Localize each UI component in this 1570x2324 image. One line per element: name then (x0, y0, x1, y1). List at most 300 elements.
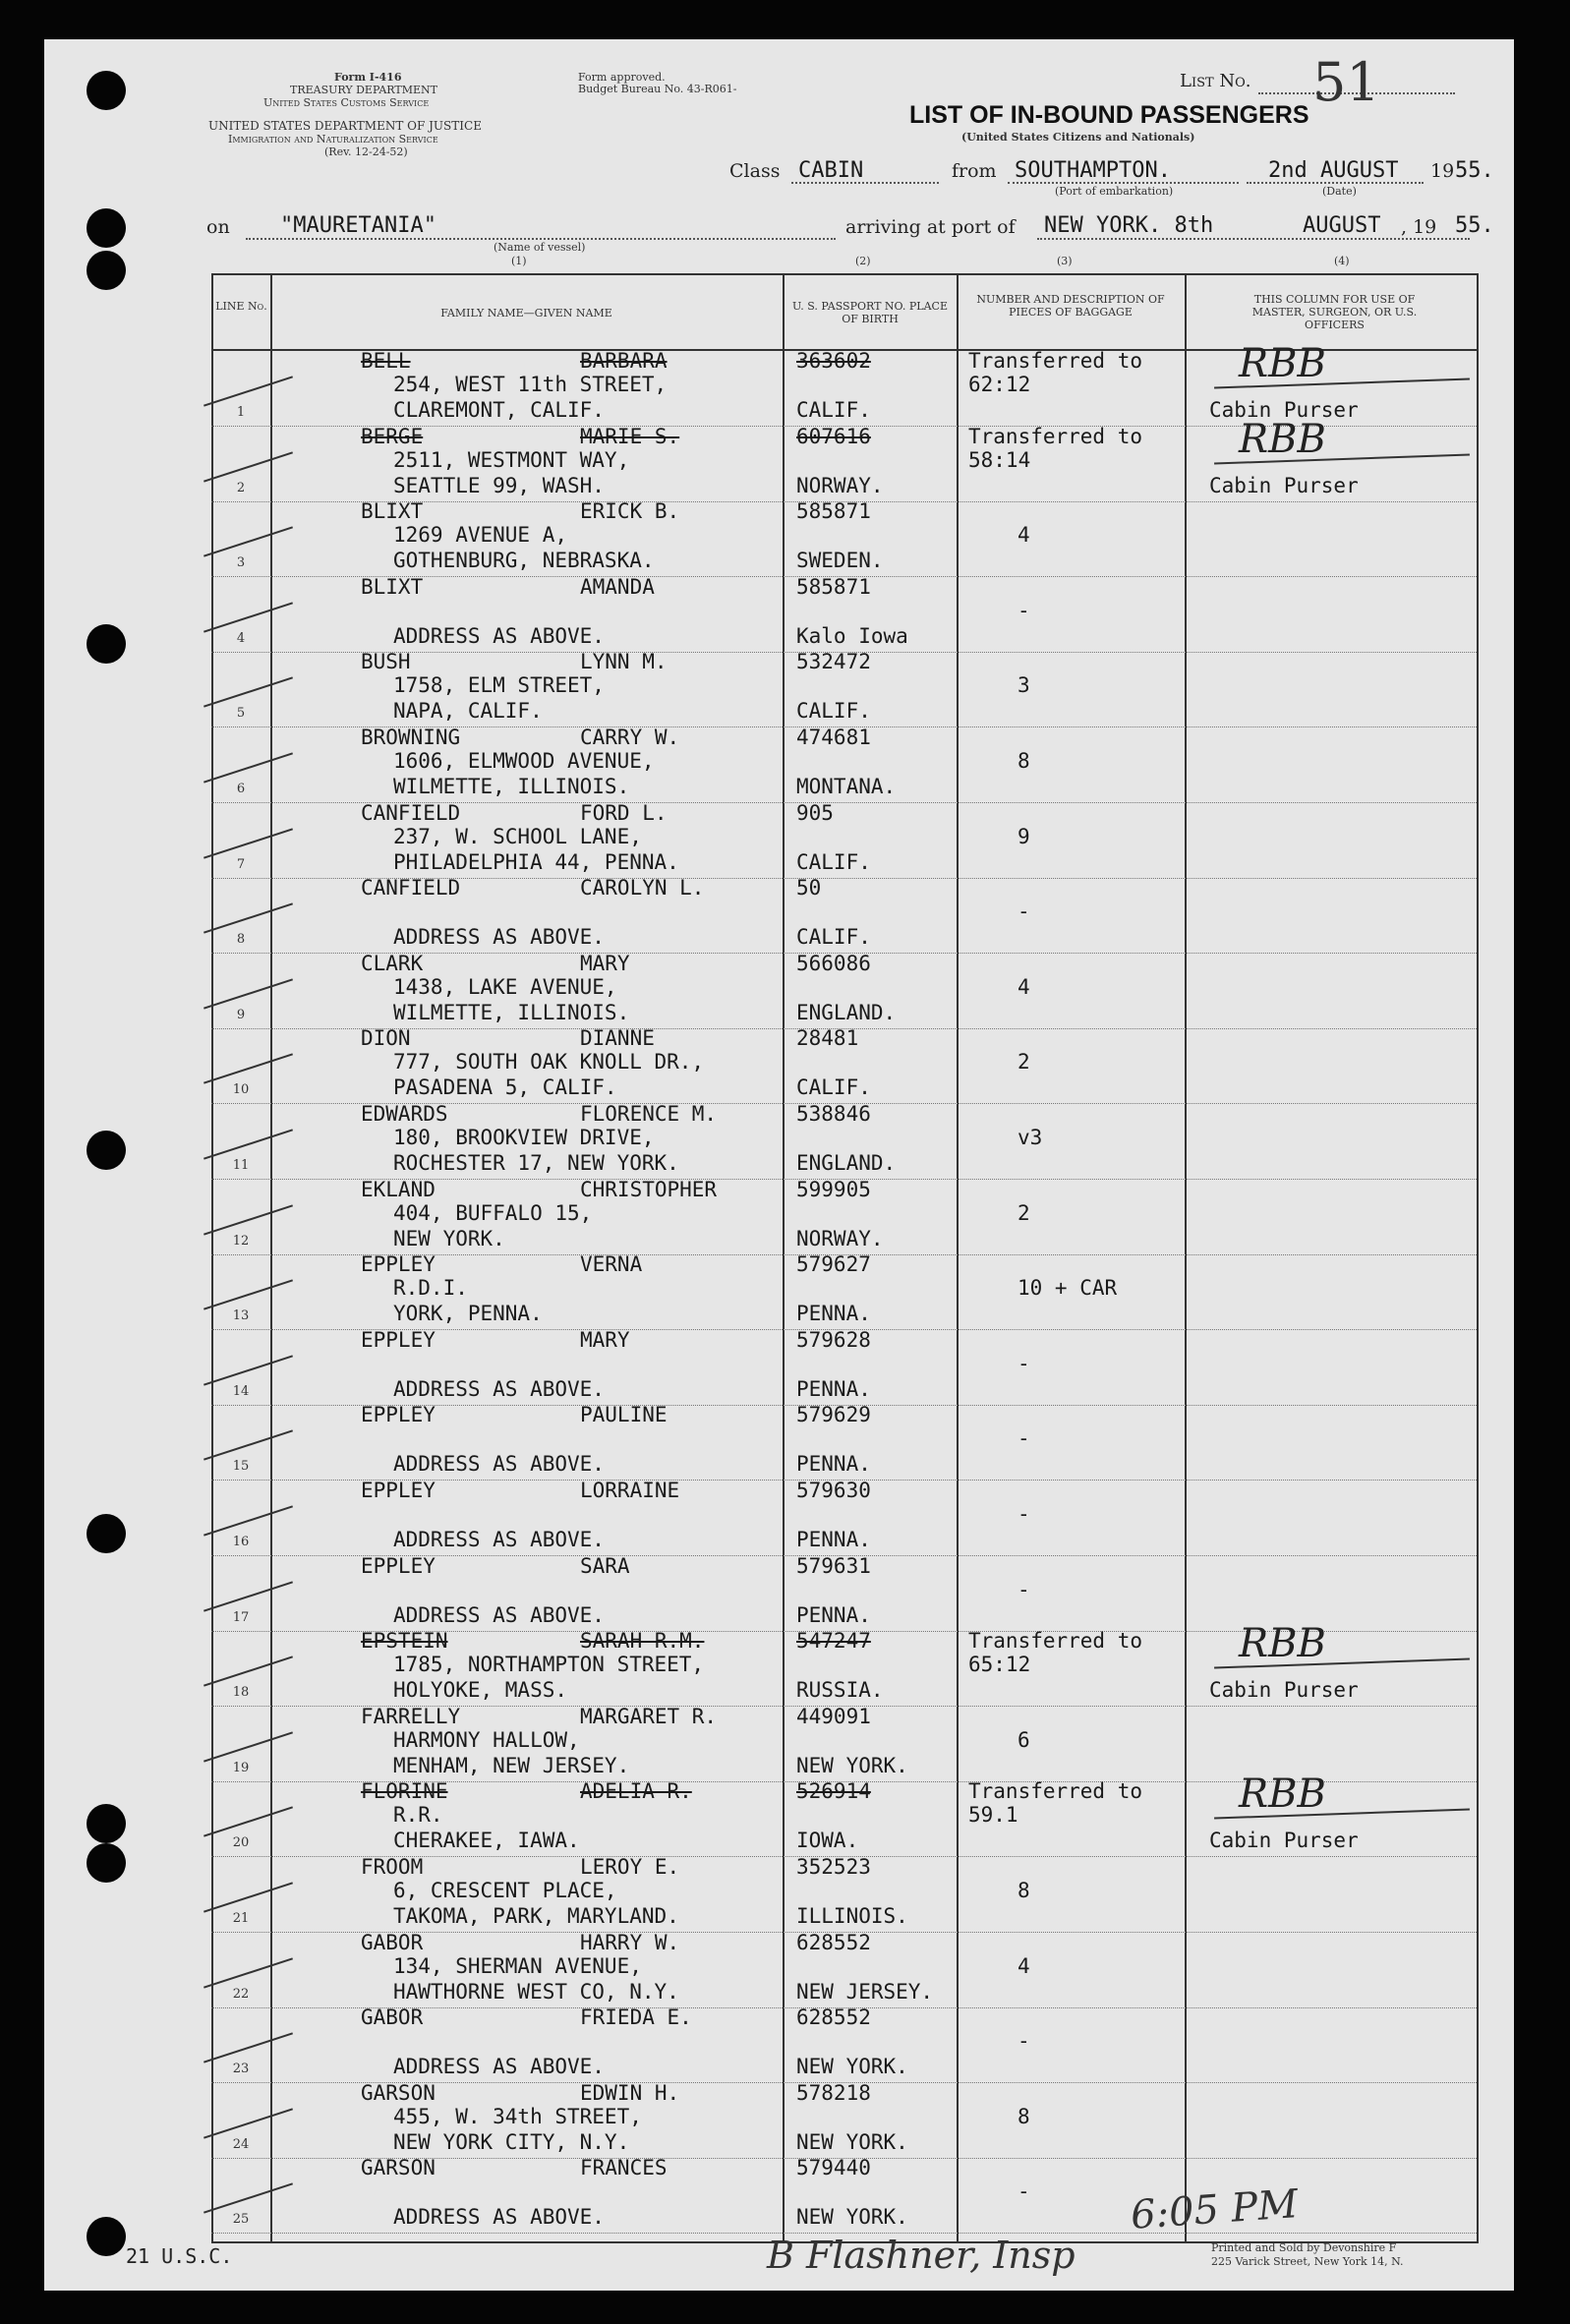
list-no-label: List No. (1180, 71, 1251, 91)
given-name: ADELIA R. (580, 1779, 692, 1804)
address-line-2: PHILADELPHIA 44, PENNA. (393, 849, 679, 874)
address-line-1: 777, SOUTH OAK KNOLL DR., (393, 1050, 705, 1075)
baggage-count: 8 (1018, 2104, 1030, 2128)
place-of-birth: IOWA. (796, 1829, 859, 1853)
table-row (211, 574, 1477, 653)
given-name: SARAH R.M. (580, 1629, 705, 1654)
line-number: 16 (232, 1535, 250, 1549)
usc-reference: 21 U.S.C. (126, 2244, 233, 2268)
port-caption: (Port of embarkation) (1055, 185, 1174, 198)
table-row (211, 1481, 1477, 1556)
passport-number: 905 (796, 800, 834, 825)
check-mark (204, 978, 293, 1009)
address-line-2: YORK, PENNA. (393, 1302, 543, 1326)
check-mark (204, 1505, 293, 1536)
line-number: 22 (232, 1986, 250, 2002)
check-mark (204, 1204, 293, 1235)
officer-note: Cabin Purser (1209, 1829, 1359, 1853)
passport-number: 579631 (796, 1553, 871, 1578)
address-line-2: CLAREMONT, CALIF. (393, 398, 605, 422)
line-number: 11 (232, 1158, 250, 1173)
arrival-date: AUGUST (1303, 213, 1381, 238)
table-row (211, 416, 1477, 502)
address-line-2: MENHAM, NEW JERSEY. (393, 1753, 630, 1777)
family-name: BUSH (361, 650, 411, 674)
inspection-time: 6:05 PM (1129, 2181, 1300, 2238)
passport-number: 585871 (796, 499, 871, 524)
address-line-1: 2511, WESTMONT WAY, (393, 447, 630, 472)
table-row (211, 800, 1477, 879)
binder-hole (87, 208, 126, 248)
line-number: 6 (236, 782, 246, 796)
address-line-2: ADDRESS AS ABOVE. (393, 623, 605, 648)
address-line-2: ADDRESS AS ABOVE. (393, 1452, 605, 1477)
family-name: GABOR (361, 1930, 424, 1954)
check-mark (204, 1731, 293, 1762)
from-label: from (952, 160, 997, 182)
table-row (211, 1104, 1477, 1180)
on-label: on (206, 216, 230, 238)
address-line-1: 180, BROOKVIEW DRIVE, (393, 1126, 655, 1149)
place-of-birth: NEW YORK. (796, 2205, 908, 2230)
table-row (211, 652, 1477, 727)
family-name: FARRELLY (361, 1704, 461, 1728)
baggage-count: Transferred to 65:12 (968, 1629, 1143, 1677)
address-line-2: ADDRESS AS ABOVE. (393, 1528, 605, 1551)
officer-note: Cabin Purser (1209, 398, 1359, 422)
place-of-birth: CALIF. (796, 398, 871, 422)
family-name: EPSTEIN (361, 1629, 448, 1654)
line-number: 5 (236, 706, 246, 722)
given-name: FORD L. (580, 800, 668, 825)
embarkation-date: 2nd AUGUST (1268, 158, 1399, 183)
given-name: SARA (580, 1553, 630, 1578)
form-approved: Form approved. (578, 71, 666, 84)
check-mark (204, 1129, 293, 1159)
passport-number: 474681 (796, 726, 871, 749)
family-name: GARSON (361, 2156, 436, 2180)
given-name: EDWIN H. (580, 2080, 680, 2105)
binder-hole (87, 251, 126, 290)
address-line-1: 237, W. SCHOOL LANE, (393, 824, 642, 848)
inspector-signature: B Flashner, Insp (767, 2234, 1076, 2277)
given-name: HARRY W. (580, 1930, 680, 1954)
place-of-birth: NORWAY. (796, 1226, 884, 1250)
family-name: BELL (361, 349, 411, 373)
binder-hole (87, 1843, 126, 1883)
place-of-birth: PENNA. (796, 1376, 871, 1401)
family-name: EPPLEY (361, 1479, 436, 1502)
family-name: DION (361, 1026, 411, 1051)
document-title: LIST OF IN-BOUND PASSENGERS (909, 101, 1309, 129)
address-line-2: NAPA, CALIF. (393, 699, 543, 724)
address-line-1: 1606, ELMWOOD AVENUE, (393, 749, 655, 773)
family-name: BROWNING (361, 726, 461, 749)
address-line-2: ADDRESS AS ABOVE. (393, 1602, 605, 1627)
address-line-2: NEW YORK. (393, 1226, 505, 1250)
baggage-count: - (1018, 1426, 1030, 1451)
given-name: CARRY W. (580, 726, 680, 749)
line-number: 2 (236, 480, 246, 495)
check-mark (204, 451, 293, 482)
passport-number: 579630 (796, 1479, 871, 1502)
col-header-passport: U. S. PASSPORT NO. PLACE OF BIRTH (791, 300, 949, 325)
address-line-1: 1785, NORTHAMPTON STREET, (393, 1653, 705, 1677)
check-mark (204, 1807, 293, 1837)
family-name: EPPLEY (361, 1252, 436, 1277)
purser-signature: RBB (1239, 1621, 1326, 1667)
baggage-count: 6 (1018, 1727, 1030, 1752)
given-name: AMANDA (580, 574, 655, 599)
family-name: EPPLEY (361, 1553, 436, 1578)
passport-number: 579440 (796, 2156, 871, 2180)
place-of-birth: NEW YORK. (796, 2055, 908, 2079)
check-mark (204, 376, 293, 406)
given-name: CAROLYN L. (580, 876, 705, 901)
treasury-dept: TREASURY DEPARTMENT (290, 84, 437, 96)
baggage-count: 8 (1018, 1879, 1030, 1902)
passport-number: 363602 (796, 349, 871, 373)
table-row (211, 1553, 1477, 1632)
vessel-caption: (Name of vessel) (494, 241, 586, 254)
baggage-count: - (1018, 598, 1030, 622)
family-name: CLARK (361, 951, 424, 975)
passport-number: 538846 (796, 1102, 871, 1126)
baggage-count: - (1018, 2179, 1030, 2204)
vessel-name: "MAURETANIA" (280, 213, 436, 238)
table-row (211, 1772, 1477, 1857)
check-mark (204, 2183, 293, 2214)
passport-number: 628552 (796, 2005, 871, 2030)
line-number: 15 (232, 1459, 250, 1475)
baggage-count: Transferred to 62:12 (968, 349, 1143, 396)
table-row (211, 1028, 1477, 1104)
line-number: 18 (232, 1685, 250, 1701)
address-line-1: 1438, LAKE AVENUE, (393, 974, 617, 999)
check-mark (204, 1882, 293, 1912)
table-row (211, 951, 1477, 1029)
given-name: BARBARA (580, 349, 668, 373)
place-of-birth: PENNA. (796, 1452, 871, 1477)
place-of-birth: CALIF. (796, 699, 871, 724)
document-subtitle: (United States Citizens and Nationals) (961, 131, 1195, 144)
place-of-birth: PENNA. (796, 1302, 871, 1326)
place-of-birth: ENGLAND. (796, 1000, 897, 1024)
baggage-count: - (1018, 1351, 1030, 1375)
check-mark (204, 1957, 293, 1988)
check-mark (204, 677, 293, 708)
table-row (211, 1704, 1477, 1782)
embarkation-port: SOUTHAMPTON. (1015, 158, 1171, 183)
line-number: 24 (232, 2136, 250, 2152)
passport-number: 352523 (796, 1855, 871, 1879)
binder-hole (87, 1804, 126, 1843)
address-line-2: ADDRESS AS ABOVE. (393, 925, 605, 950)
place-of-birth: ILLINOIS. (796, 1904, 908, 1928)
check-mark (204, 1581, 293, 1611)
arrival-line (1037, 238, 1470, 240)
class-label: Class (729, 160, 781, 182)
passport-number: 526914 (796, 1779, 871, 1804)
place-of-birth: RUSSIA. (796, 1678, 884, 1703)
table-row (211, 1621, 1477, 1707)
address-line-2: WILMETTE, ILLINOIS. (393, 775, 630, 798)
budget-bureau: Budget Bureau No. 43-R061- (578, 83, 737, 95)
passport-number: 585871 (796, 574, 871, 599)
purser-signature: RBB (1239, 341, 1326, 386)
line-number: 9 (236, 1007, 246, 1022)
address-line-2: ROCHESTER 17, NEW YORK. (393, 1151, 679, 1175)
family-name: FROOM (361, 1855, 424, 1879)
baggage-count: 4 (1018, 974, 1030, 999)
address-line-2: GOTHENBURG, NEBRASKA. (393, 549, 655, 573)
passport-number: 28481 (796, 1026, 859, 1051)
family-name: BLIXT (361, 499, 424, 524)
line-number: 23 (232, 2062, 250, 2077)
address-line-1: 6, CRESCENT PLACE, (393, 1879, 617, 1902)
family-name: BLIXT (361, 574, 424, 599)
baggage-count: Transferred to 58:14 (968, 424, 1143, 472)
table-row (211, 341, 1477, 427)
binder-hole (87, 624, 126, 664)
passport-number: 607616 (796, 424, 871, 448)
line-number: 10 (232, 1082, 250, 1098)
place-of-birth: NORWAY. (796, 473, 884, 497)
check-mark (204, 2033, 293, 2063)
baggage-count: 3 (1018, 673, 1030, 698)
arrival-year: 55. (1455, 213, 1494, 238)
col-header-line: LINE No. (215, 300, 267, 313)
given-name: ERICK B. (580, 499, 680, 524)
class-value: CABIN (798, 158, 864, 183)
given-name: FRANCES (580, 2156, 668, 2180)
place-of-birth: Kalo Iowa (796, 623, 908, 648)
justice-dept: UNITED STATES DEPARTMENT OF JUSTICE (208, 119, 482, 133)
line-number: 4 (236, 630, 246, 646)
line-number: 1 (236, 405, 246, 420)
col2-caption: (2) (855, 255, 871, 267)
baggage-count: 2 (1018, 1050, 1030, 1075)
arrival-year-prefix: , 19 (1401, 216, 1437, 238)
passport-number: 532472 (796, 650, 871, 674)
address-line-2: ADDRESS AS ABOVE. (393, 2055, 605, 2079)
address-line-1: 404, BUFFALO 15, (393, 1200, 593, 1225)
address-line-1: 254, WEST 11th STREET, (393, 373, 668, 396)
family-name: CANFIELD (361, 800, 461, 825)
baggage-count: - (1018, 900, 1030, 924)
passport-number: 579627 (796, 1252, 871, 1277)
family-name: EPPLEY (361, 1327, 436, 1352)
baggage-count: Transferred to 59.1 (968, 1779, 1143, 1828)
printer-line-2: 225 Varick Street, New York 14, N. (1211, 2255, 1404, 2268)
place-of-birth: NEW JERSEY. (796, 1979, 934, 2004)
address-line-1: R.R. (393, 1803, 443, 1828)
officer-note: Cabin Purser (1209, 1678, 1359, 1703)
baggage-count: 2 (1018, 1200, 1030, 1225)
table-row (211, 1327, 1477, 1406)
place-of-birth: CALIF. (796, 1075, 871, 1100)
officer-note: Cabin Purser (1209, 473, 1359, 497)
address-line-2: SEATTLE 99, WASH. (393, 473, 605, 497)
passport-number: 579629 (796, 1403, 871, 1427)
check-mark (204, 527, 293, 557)
revision: (Rev. 12-24-52) (324, 145, 408, 158)
family-name: EPPLEY (361, 1403, 436, 1427)
table-row (211, 1930, 1477, 2008)
line-number: 20 (232, 1835, 250, 1851)
embarkation-year: 55. (1455, 158, 1494, 183)
col3-caption: (3) (1057, 255, 1073, 267)
family-name: CANFIELD (361, 876, 461, 901)
given-name: VERNA (580, 1252, 643, 1277)
list-number: 51 (1312, 51, 1380, 113)
passport-number: 599905 (796, 1177, 871, 1201)
family-name: EKLAND (361, 1177, 436, 1201)
address-line-2: PASADENA 5, CALIF. (393, 1075, 617, 1100)
col-header-baggage: NUMBER AND DESCRIPTION OF PIECES OF BAGGAGE (976, 293, 1165, 319)
given-name: FLORENCE M. (580, 1102, 718, 1126)
check-mark (204, 1656, 293, 1687)
passport-number: 579628 (796, 1327, 871, 1352)
address-line-2: NEW YORK CITY, N.Y. (393, 2129, 630, 2154)
line-number: 14 (232, 1383, 250, 1399)
table-row (211, 1254, 1477, 1330)
place-of-birth: SWEDEN. (796, 549, 884, 573)
line-number: 19 (232, 1760, 250, 1775)
family-name: EDWARDS (361, 1102, 448, 1126)
customs-service: United States Customs Service (263, 96, 430, 109)
passport-number: 566086 (796, 951, 871, 975)
address-line-2: TAKOMA, PARK, MARYLAND. (393, 1904, 679, 1928)
family-name: GARSON (361, 2080, 436, 2105)
given-name: FRIEDA E. (580, 2005, 692, 2030)
line-number: 17 (232, 1609, 250, 1625)
vessel-line (246, 238, 836, 240)
table-row (211, 878, 1477, 954)
address-line-1: 1758, ELM STREET, (393, 673, 605, 698)
printer-line-1: Printed and Sold by Devonshire F (1211, 2241, 1397, 2254)
address-line-1: 455, W. 34th STREET, (393, 2104, 642, 2128)
baggage-count: 8 (1018, 749, 1030, 773)
baggage-count: - (1018, 1577, 1030, 1601)
address-line-2: ADDRESS AS ABOVE. (393, 2205, 605, 2230)
address-line-1: R.D.I. (393, 1276, 468, 1301)
col-header-name: FAMILY NAME—GIVEN NAME (440, 307, 612, 320)
address-line-1: HARMONY HALLOW, (393, 1727, 580, 1752)
binder-hole (87, 1131, 126, 1170)
passport-number: 50 (796, 876, 822, 901)
given-name: PAULINE (580, 1403, 668, 1427)
place-of-birth: PENNA. (796, 1528, 871, 1551)
binder-hole (87, 1514, 126, 1553)
address-line-2: CHERAKEE, IAWA. (393, 1829, 580, 1853)
place-of-birth: ENGLAND. (796, 1151, 897, 1175)
place-of-birth: CALIF. (796, 849, 871, 874)
address-line-1: 1269 AVENUE A, (393, 523, 568, 548)
given-name: LORRAINE (580, 1479, 680, 1502)
place-of-birth: MONTANA. (796, 775, 897, 798)
line-number: 7 (236, 856, 246, 872)
form-number: Form I-416 (334, 71, 402, 84)
table-row (211, 2007, 1477, 2083)
address-line-2: HAWTHORNE WEST CO, N.Y. (393, 1979, 679, 2004)
table-row (211, 1405, 1477, 1481)
col1-caption: (1) (511, 255, 527, 267)
passport-number: 628552 (796, 1930, 871, 1954)
check-mark (204, 602, 293, 632)
date-caption: (Date) (1322, 185, 1357, 198)
family-name: GABOR (361, 2005, 424, 2030)
baggage-count: - (1018, 1502, 1030, 1526)
address-line-2: HOLYOKE, MASS. (393, 1678, 568, 1703)
address-line-2: WILMETTE, ILLINOIS. (393, 1000, 630, 1024)
given-name: CHRISTOPHER (580, 1177, 718, 1201)
check-mark (204, 1430, 293, 1461)
given-name: DIANNE (580, 1026, 655, 1051)
binder-hole (87, 2217, 126, 2256)
given-name: MARIE S. (580, 424, 680, 448)
baggage-count: 9 (1018, 824, 1030, 848)
immigration-service: Immigration and Naturalization Service (228, 133, 438, 145)
line-number: 13 (232, 1308, 250, 1324)
place-of-birth: CALIF. (796, 925, 871, 950)
purser-signature: RBB (1239, 416, 1326, 462)
check-mark (204, 2108, 293, 2138)
place-of-birth: NEW YORK. (796, 1753, 908, 1777)
table-row (211, 1857, 1477, 1933)
purser-signature: RBB (1239, 1772, 1326, 1818)
binder-hole (87, 71, 126, 110)
place-of-birth: PENNA. (796, 1602, 871, 1627)
baggage-count: 10 + CAR (1018, 1276, 1118, 1301)
line-number: 8 (236, 932, 246, 948)
baggage-count: 4 (1018, 523, 1030, 548)
table-row (211, 727, 1477, 803)
passport-number: 578218 (796, 2080, 871, 2105)
baggage-count: 4 (1018, 1953, 1030, 1978)
baggage-count: - (1018, 2029, 1030, 2054)
passport-number: 449091 (796, 1704, 871, 1728)
line-number: 3 (236, 555, 246, 571)
given-name: LYNN M. (580, 650, 668, 674)
check-mark (204, 903, 293, 934)
address-line-1: 134, SHERMAN AVENUE, (393, 1953, 642, 1978)
given-name: MARY (580, 951, 630, 975)
baggage-count: v3 (1018, 1126, 1043, 1149)
check-mark (204, 828, 293, 858)
given-name: LEROY E. (580, 1855, 680, 1879)
table-row (211, 2080, 1477, 2159)
family-name: BERGE (361, 424, 424, 448)
line-number: 12 (232, 1233, 250, 1249)
address-line-2: ADDRESS AS ABOVE. (393, 1376, 605, 1401)
passport-number: 547247 (796, 1629, 871, 1654)
arriving-label: arriving at port of (845, 216, 1016, 238)
check-mark (204, 1355, 293, 1385)
year-prefix: 19 (1430, 160, 1455, 182)
given-name: MARY (580, 1327, 630, 1352)
place-of-birth: NEW YORK. (796, 2129, 908, 2154)
check-mark (204, 752, 293, 783)
col-header-officers: THIS COLUMN FOR USE OF MASTER, SURGEON, OR U.S. OFFICERS (1251, 293, 1418, 331)
arrival-port: NEW YORK. 8th (1044, 213, 1214, 238)
family-name: FLORINE (361, 1779, 448, 1804)
check-mark (204, 1280, 293, 1310)
given-name: MARGARET R. (580, 1704, 718, 1728)
check-mark (204, 1054, 293, 1084)
col4-caption: (4) (1334, 255, 1350, 267)
line-number: 21 (232, 1911, 250, 1926)
